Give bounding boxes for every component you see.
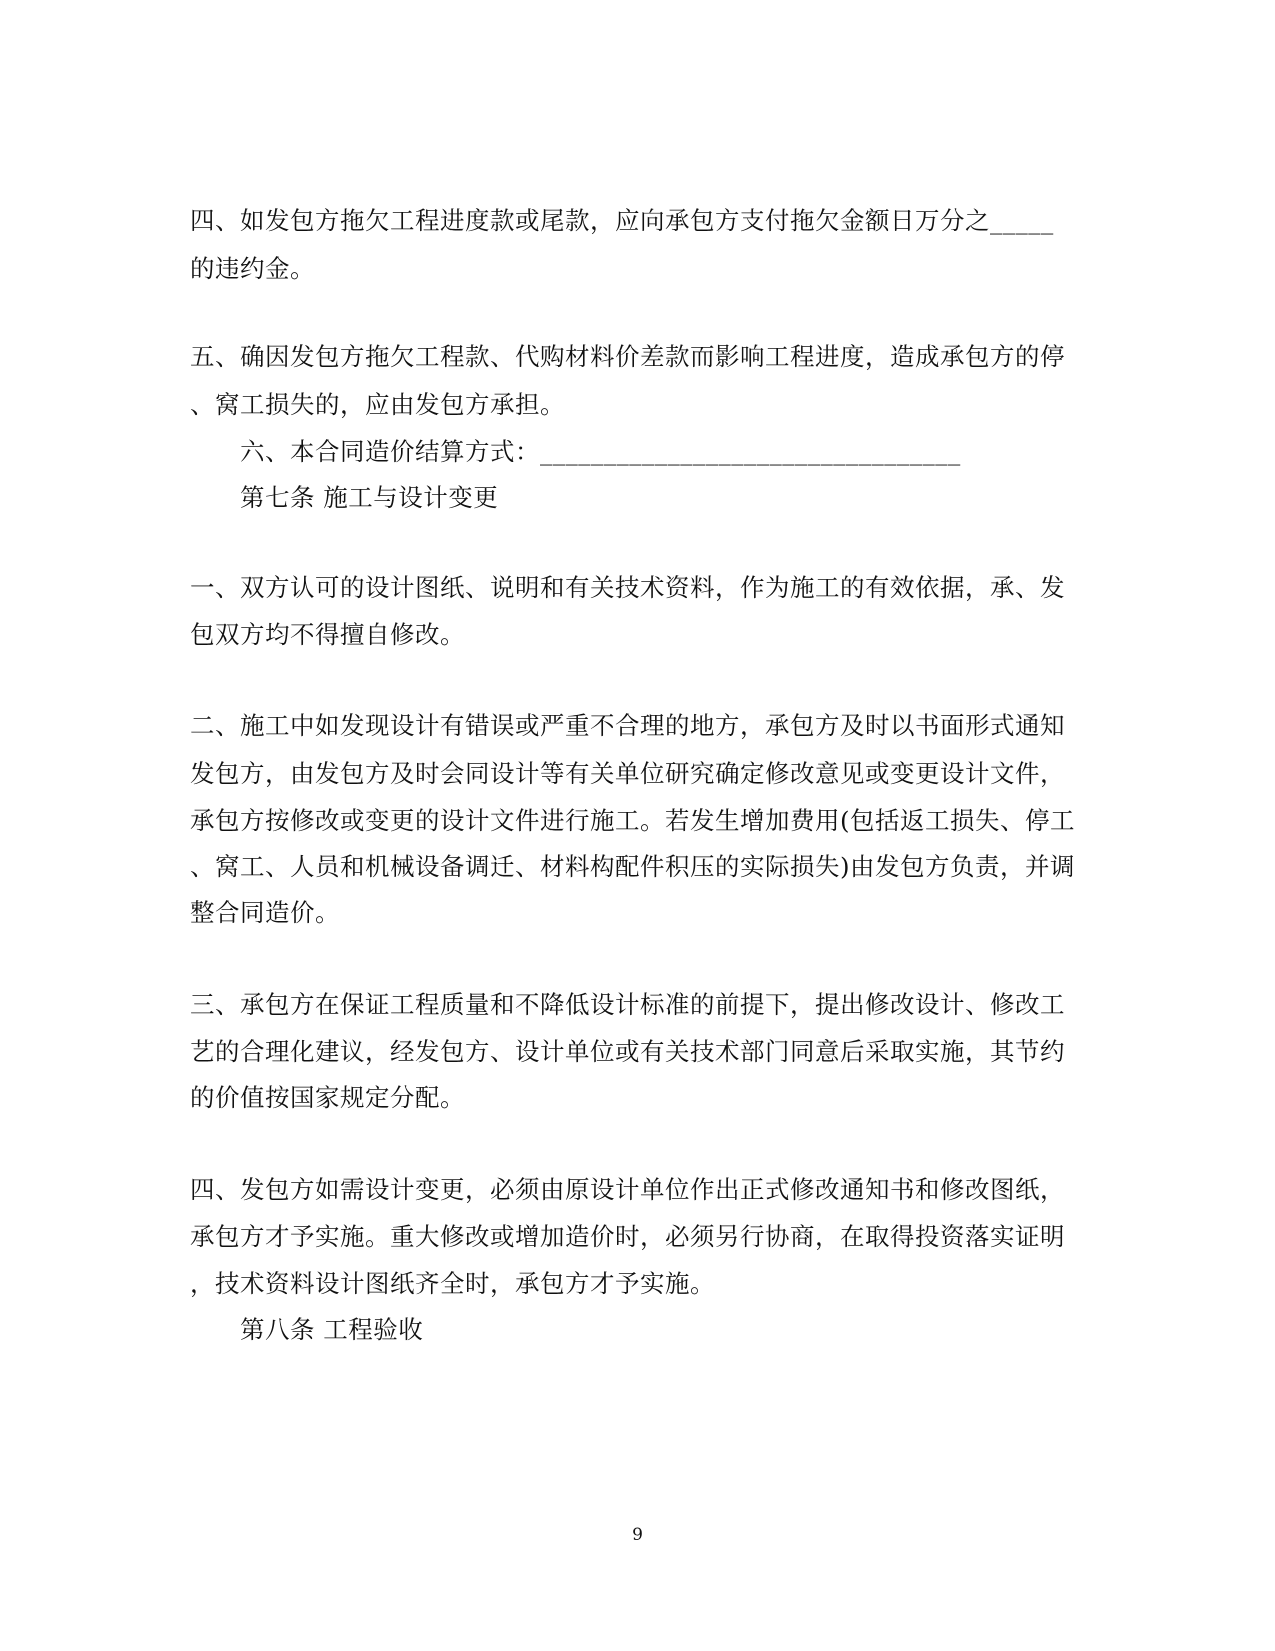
article-7-item-2-line-3: 承包方按修改或变更的设计文件进行施工。若发生增加费用(包括返工损失、停工 xyxy=(190,806,1076,835)
article-7-item-2-line-1: 二、施工中如发现设计有错误或严重不合理的地方，承包方及时以书面形式通知 xyxy=(190,711,1065,740)
article-7-item-1-line-1: 一、双方认可的设计图纸、说明和有关技术资料，作为施工的有效依据，承、发 xyxy=(190,573,1065,602)
article-8-heading: 第八条 工程验收 xyxy=(240,1315,424,1344)
article-7-item-3-line-1: 三、承包方在保证工程质量和不降低设计标准的前提下，提出修改设计、修改工 xyxy=(190,990,1065,1019)
page-number: 9 xyxy=(632,1525,643,1545)
article-7-heading: 第七条 施工与设计变更 xyxy=(240,483,499,512)
article-7-item-1-line-2: 包双方均不得擅自修改。 xyxy=(190,620,465,649)
article-7-item-2-line-2: 发包方，由发包方及时会同设计等有关单位研究确定修改意见或变更设计文件， xyxy=(190,759,1065,788)
article-7-item-4-line-1: 四、发包方如需设计变更，必须由原设计单位作出正式修改通知书和修改图纸， xyxy=(190,1175,1065,1204)
article-7-item-3-line-2: 艺的合理化建议，经发包方、设计单位或有关技术部门同意后采取实施，其节约 xyxy=(190,1037,1065,1066)
clause-4-line-2: 的违约金。 xyxy=(190,254,315,283)
clause-6-settlement-line: 六、本合同造价结算方式：_________________________________ xyxy=(240,437,961,466)
article-7-item-3-line-3: 的价值按国家规定分配。 xyxy=(190,1083,465,1112)
article-7-item-2-line-5: 整合同造价。 xyxy=(190,898,340,927)
article-7-item-4-line-3: ，技术资料设计图纸齐全时，承包方才予实施。 xyxy=(190,1269,715,1298)
article-7-item-2-line-4: 、窝工、人员和机械设备调迁、材料构配件积压的实际损失)由发包方负责，并调 xyxy=(190,852,1076,881)
clause-5-line-1: 五、确因发包方拖欠工程款、代购材料价差款而影响工程进度，造成承包方的停 xyxy=(190,342,1065,371)
clause-5-line-2: 、窝工损失的，应由发包方承担。 xyxy=(190,390,565,419)
article-7-item-4-line-2: 承包方才予实施。重大修改或增加造价时，必须另行协商，在取得投资落实证明 xyxy=(190,1222,1065,1251)
clause-4-line-1: 四、如发包方拖欠工程进度款或尾款，应向承包方支付拖欠金额日万分之_____ xyxy=(190,206,1054,235)
